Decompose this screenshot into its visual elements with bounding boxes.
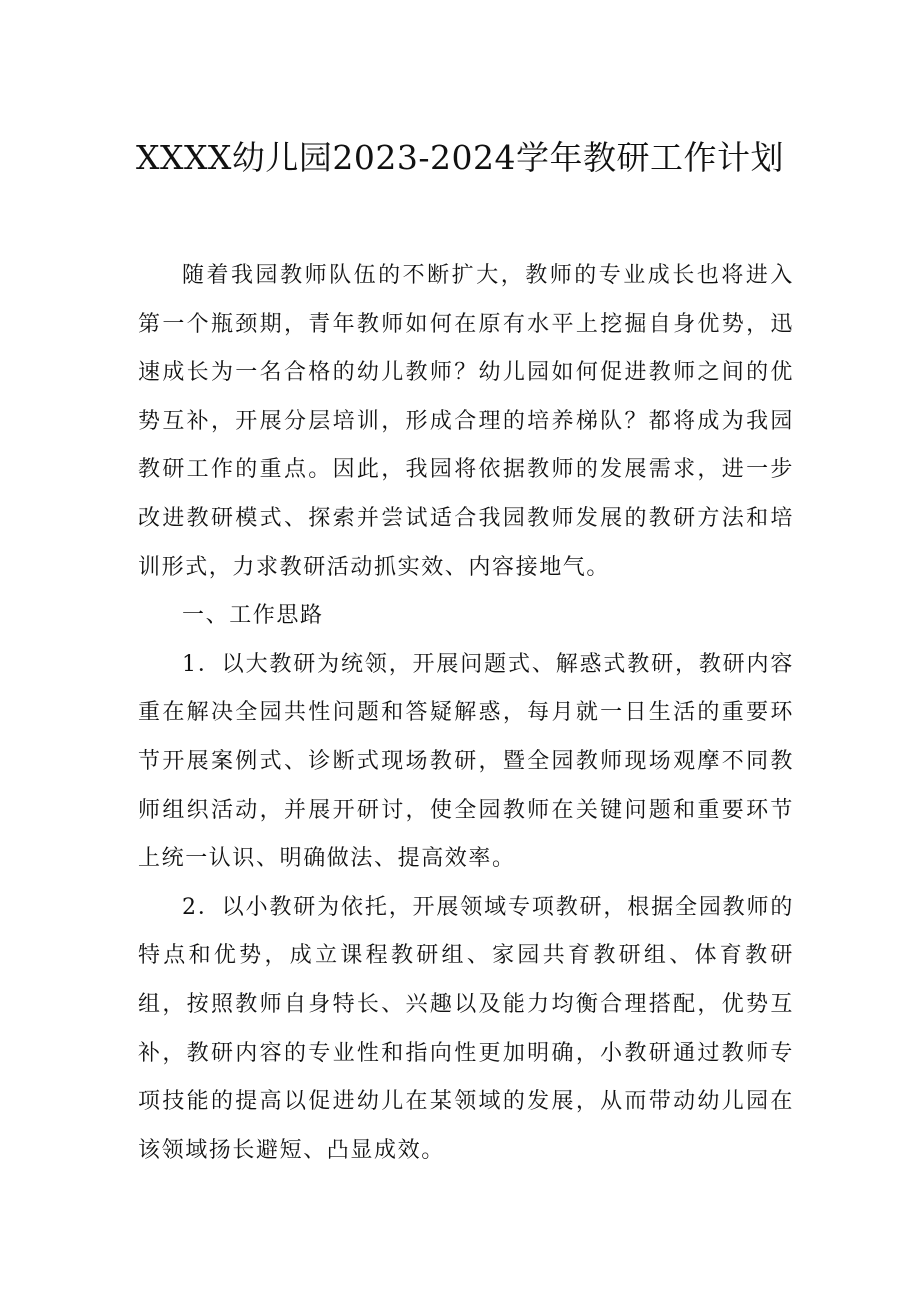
document-title: XXXX幼儿园2023-2024学年教研工作计划	[135, 138, 785, 177]
list-item-2: 2．以小教研为依托，开展领域专项教研，根据全园教师的特点和优势，成立课程教研组、家园共育教研组、体育教研组，按照教师自身特长、兴趣以及能力均衡合理搭配，优势互补，教研内容的专业性和指向性更加明确，小教研通过教师专项技能的提高以促进幼儿在某领域的发展，从而带动幼儿园在该领域扬长避短、凸显成效。	[138, 894, 794, 1163]
list-item-1: 1．以大教研为统领，开展问题式、解惑式教研，教研内容重在解决全园共性问题和答疑解惑，每月就一日生活的重要环节开展案例式、诊断式现场教研，暨全园教师现场观摩不同教师组织活动，并展开研讨，使全园教师在关键问题和重要环节上统一认识、明确做法、提高效率。	[138, 651, 794, 872]
intro-paragraph: 随着我园教师队伍的不断扩大，教师的专业成长也将进入第一个瓶颈期，青年教师如何在原有水平上挖掘自身优势，迅速成长为一名合格的幼儿教师？幼儿园如何促进教师之间的优势互补，开展分层培训，形成合理的培养梯队？都将成为我园教研工作的重点。因此，我园将依据教师的发展需求，进一步改进教研模式、探索并尝试适合我园教师发展的教研方法和培训形式，力求教研活动抓实效、内容接地气。	[138, 263, 794, 580]
document-body	[138, 252, 794, 1175]
section-heading-work-approach: 一、工作思路	[182, 603, 324, 629]
